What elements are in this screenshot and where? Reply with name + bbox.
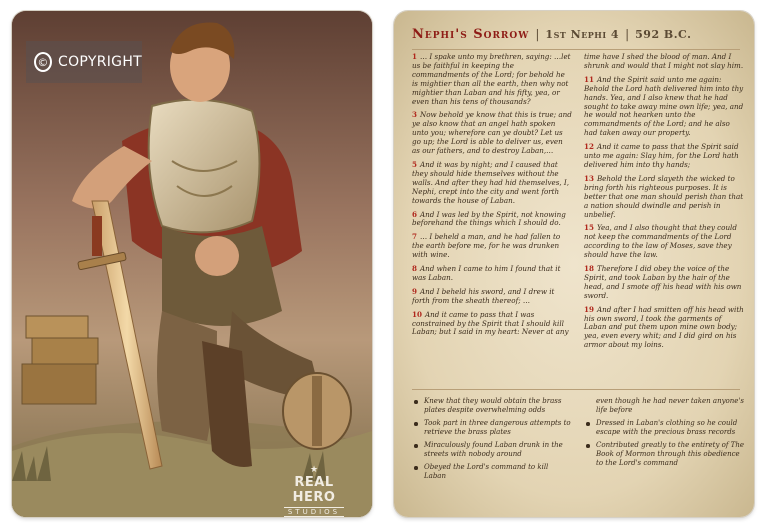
card-title: Nephi's Sorrow <box>412 27 530 42</box>
verse: 19 And after I had smitten off his head with his own sword, I took the garments of Laban and put them upon mine own body; yea, even every whit; and I did gird on his armor about my loins. <box>584 304 744 350</box>
copyright-symbol-icon: © <box>34 52 52 72</box>
section-divider <box>412 389 740 390</box>
verse: 12 And it came to pass that the Spirit said unto me again: Slay him, for the Lord hath delivered him into thy hands; <box>584 142 739 169</box>
bullet-item: Knew that they would obtain the brass plates despite overwhelming odds <box>412 397 572 415</box>
back-card <box>394 11 754 517</box>
scripture-reference: 1st Nephi 4 <box>545 28 620 41</box>
verse: 3 Now behold ye know that this is true; and ye also know that an angel hath spoken unto you; wherefore can ye doubt? Let us go up; the Lord is able to deliver us, even as our fathers, and to destroy Laban,… <box>412 110 572 156</box>
scripture-date: 592 B.C. <box>635 28 692 41</box>
right-bullet-list <box>584 397 744 472</box>
bullet-item: Contributed greatly to the entirety of The Book of Mormon through this obedience to the Lord's command <box>584 441 744 468</box>
bullet-item: Obeyed the Lord's command to kill Laban <box>412 463 572 481</box>
verse: 1 … I spake unto my brethren, saying: …let us be faithful in keeping the commandments of the Lord; for behold he is mightier than all the earth, then why not mightier than Laban and his fifty, yea, or even than his tens of thousands? <box>412 52 571 106</box>
verse: 7 … I beheld a man, and he had fallen to the earth before me, for he was drunken with wine. <box>412 232 561 260</box>
star-icon: ★ <box>309 465 319 475</box>
logo-line2: STUDIOS <box>284 507 344 517</box>
verse: 18 Therefore I did obey the voice of the Spirit, and took Laban by the hair of the head, and I smote off his head with his own sword. <box>584 264 742 300</box>
bullet-continuation: even though he had never taken anyone's life before <box>596 397 744 414</box>
logo-line1: REAL HERO <box>292 475 336 505</box>
studio-logo <box>274 466 354 517</box>
nephi-painting <box>12 11 372 517</box>
verse: 10 And it came to pass that I was constrained by the Spirit that I should kill Laban; but I said in my heart: Never at any <box>412 309 569 337</box>
right-verse-column <box>584 53 744 355</box>
left-bullet-list <box>412 397 572 485</box>
verse: 5 And it was by night; and I caused that they should hide themselves without the walls. And after they had hid themselves, I, Nephi, crept into the city and went forth towards the house of Laban. <box>412 159 570 205</box>
verse: 11 And the Spirit said unto me again: Behold the Lord hath delivered him into thy hands. Yea, and I also knew that he had sought to take away mine own life; yea, and he would not hearken unto the commandments of the Lord; and he also had taken away our property. <box>584 74 744 138</box>
front-card <box>12 11 372 517</box>
verse: 13 Behold the Lord slayeth the wicked to bring forth his righteous purposes. It is better that one man should perish than that a nation should dwindle and perish in unbelief. <box>584 173 744 219</box>
left-verse-column <box>412 53 572 342</box>
card-title-bar <box>412 27 740 50</box>
watermark-text: COPYRIGHT <box>58 54 142 70</box>
verse: 6 And I was led by the Spirit, not knowing beforehand the things which I should do. <box>412 209 566 228</box>
bullet-item: Miraculously found Laban drunk in the streets with nobody around <box>412 441 572 459</box>
copyright-watermark <box>26 41 142 83</box>
title-separator: | <box>625 27 630 41</box>
verse-continuation: time have I shed the blood of man. And I shrunk and would that I might not slay him. <box>584 52 744 70</box>
bullet-item: Dressed in Laban's clothing so he could escape with the precious brass records <box>584 419 744 437</box>
bullet-item: Took part in three dangerous attempts to retrieve the brass plates <box>412 419 572 437</box>
verse: 15 Yea, and I also thought that they could not keep the commandments of the Lord according to the law of Moses, save they should have the law. <box>584 223 737 260</box>
scripture-columns <box>412 53 742 383</box>
verse: 9 And I beheld his sword, and I drew it forth from the sheath thereof; … <box>412 286 555 305</box>
verse: 8 And when I came to him I found that it was Laban. <box>412 264 561 282</box>
title-separator: | <box>535 27 540 41</box>
